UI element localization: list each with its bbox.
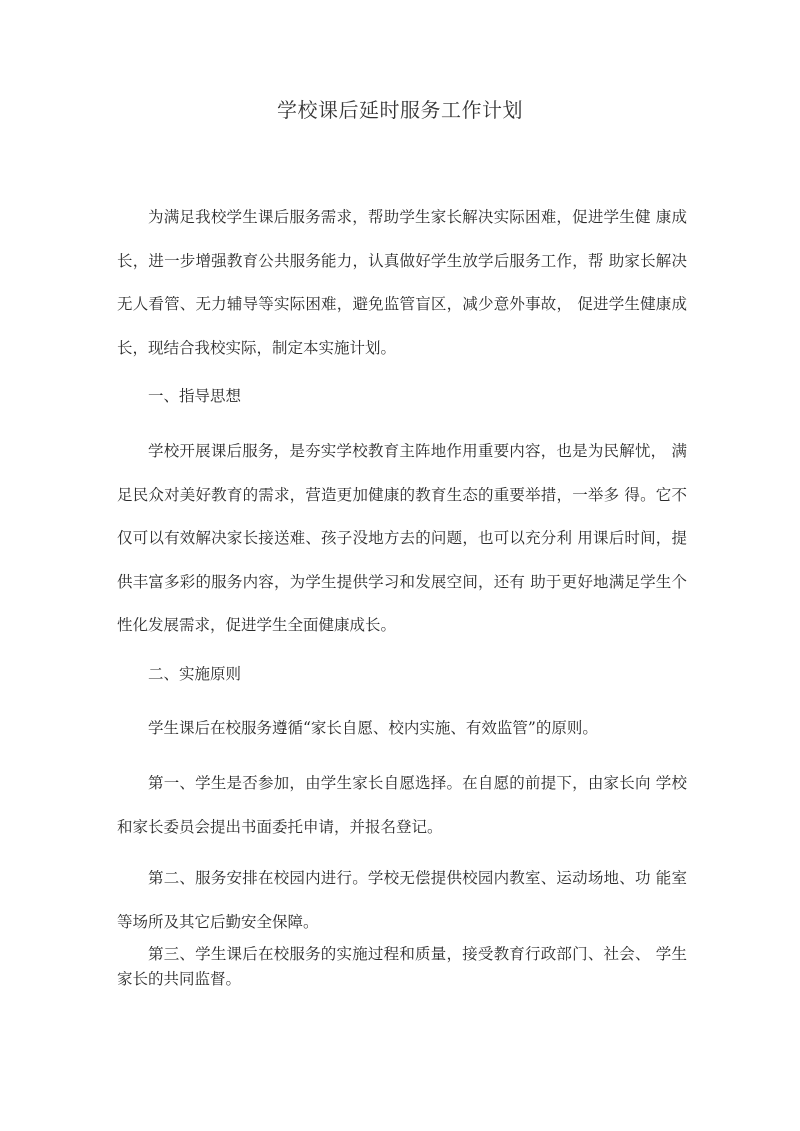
section-heading-principles: 二、实施原则 xyxy=(148,665,242,683)
principle-item-3: 第三、学生课后在校服务的实施过程和质量，接受教育行政部门、社会、 学生家长的共同监督。 xyxy=(117,945,687,988)
principle-item-2: 第二、服务安排在校园内进行。学校无偿提供校园内教室、运动场地、功 能室等场所及其它后勤安全保障。 xyxy=(117,869,687,931)
principle-item-1: 第一、学生是否参加，由学生家长自愿选择。在自愿的前提下，由家长向 学校和家长委员会提出书面委托申请，并报名登记。 xyxy=(117,774,687,836)
guiding-ideology-paragraph: 学校开展课后服务，是夯实学校教育主阵地作用重要内容，也是为民解忧， 满足民众对美好教育的需求，营造更加健康的教育生态的重要举措，一举多 得。它不仅可以有效解决家长接送难、孩子没地方去的问题，也可以充分利 用课后时间，提供丰富多彩的服务内容，为学生提供学习和发展空间，还有 助于更好地满足学生个性化发展需求，促进学生全面健康成长。 xyxy=(117,442,687,634)
intro-paragraph: 为满足我校学生课后服务需求，帮助学生家长解决实际困难，促进学生健 康成长，进一步增强教育公共服务能力，认真做好学生放学后服务工作，帮 助家长解决无人看管、无力辅导等实际困难，避免监管盲区，减少意外事故， 促进学生健康成长，现结合我校实际，制定本实施计划。 xyxy=(117,208,687,357)
document-title: 学校课后延时服务工作计划 xyxy=(277,98,523,122)
principles-intro-paragraph: 学生课后在校服务遵循“家长自愿、校内实施、有效监管”的原则。 xyxy=(148,719,598,737)
section-heading-guiding-ideology: 一、指导思想 xyxy=(148,387,242,405)
